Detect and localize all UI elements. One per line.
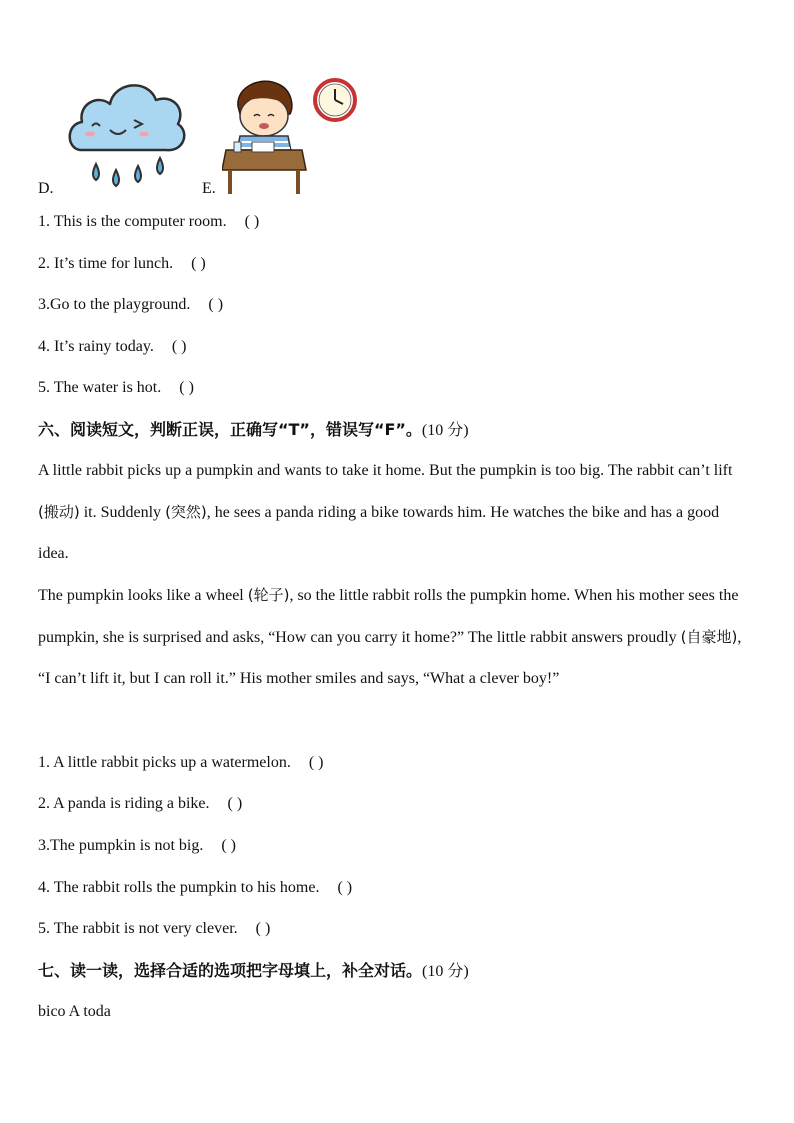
answer-blank[interactable]: ( ) xyxy=(255,920,271,937)
passage-text: it. Suddenly xyxy=(79,503,166,521)
answer-blank[interactable]: ( ) xyxy=(208,296,224,313)
item-text: 2. A panda is riding a bike. xyxy=(38,795,210,812)
answer-blank[interactable]: ( ) xyxy=(308,754,324,771)
item-text: 5. The water is hot. xyxy=(38,379,162,396)
chinese-gloss: (搬动) xyxy=(38,502,80,521)
picture-e-letter: E. xyxy=(202,180,216,197)
item-text: 3.The pumpkin is not big. xyxy=(38,837,204,854)
picture-d-letter: D. xyxy=(38,180,54,197)
part6-item-2 xyxy=(38,794,242,814)
part6-item-3 xyxy=(38,836,236,856)
answer-blank[interactable]: ( ) xyxy=(227,795,243,812)
item-text: 4. It’s rainy today. xyxy=(38,338,154,355)
heading-text: 七、读一读，选择合适的选项把字母填上，补全对话。 xyxy=(38,961,423,980)
item-text: 3.Go to the playground. xyxy=(38,296,191,313)
passage-text: , he sees a panda riding a bike towards him. He watches the bike and has a good idea. xyxy=(38,503,720,563)
part6-item-5 xyxy=(38,919,270,939)
answer-blank[interactable]: ( ) xyxy=(337,879,353,896)
part5-item-1 xyxy=(38,212,259,232)
rainy-cloud-icon xyxy=(66,72,186,197)
part6-item-4 xyxy=(38,878,352,898)
chinese-gloss: (突然) xyxy=(165,502,207,521)
item-text: 1. This is the computer room. xyxy=(38,213,227,230)
part5-item-4 xyxy=(38,337,186,357)
part5-item-5 xyxy=(38,378,194,398)
item-text: 5. The rabbit is not very clever. xyxy=(38,920,238,937)
passage-paragraph-2 xyxy=(38,575,748,700)
answer-blank[interactable]: ( ) xyxy=(244,213,260,230)
picture-e-lunch xyxy=(222,76,362,196)
chinese-gloss: (轮子) xyxy=(247,586,290,604)
part6-heading xyxy=(38,420,469,441)
passage-text: A little rabbit picks up a pumpkin and wants to take it home. But the pumpkin is too big. The rabbit can’t lift xyxy=(38,462,733,479)
item-text: 2. It’s time for lunch. xyxy=(38,255,174,272)
score-text: (10 分) xyxy=(421,422,469,439)
part7-first-line: bico A toda xyxy=(38,1003,111,1020)
passage-paragraph-1 xyxy=(38,450,748,575)
part7-heading xyxy=(38,961,469,982)
passage-text: , “I can’t lift it, but I can roll it.” His mother smiles and says, “What a clever boy!” xyxy=(38,628,742,688)
answer-blank[interactable]: ( ) xyxy=(179,379,194,396)
answer-blank[interactable]: ( ) xyxy=(191,255,206,272)
part6-item-1 xyxy=(38,753,324,773)
answer-blank[interactable]: ( ) xyxy=(221,837,236,854)
chinese-gloss: (自豪地) xyxy=(680,627,738,646)
boy-eating-lunch-with-clock-icon xyxy=(222,76,362,196)
part5-item-3 xyxy=(38,295,223,315)
item-text: 4. The rabbit rolls the pumpkin to his home. xyxy=(38,879,320,896)
part5-item-2 xyxy=(38,254,206,274)
heading-text: 六、阅读短文，判断正误，正确写“T”，错误写“F”。 xyxy=(38,420,422,439)
item-text: 1. A little rabbit picks up a watermelon. xyxy=(38,754,291,771)
passage-text: The pumpkin looks like a wheel xyxy=(38,587,248,604)
score-text: (10 分) xyxy=(422,963,469,980)
passage-text: , so the little rabbit rolls the pumpkin home. When his mother sees the pumpkin, she is surprised and asks, “How can you carry it home?” The little rabbit answers proudly xyxy=(38,587,739,646)
picture-d-rainy-cloud xyxy=(66,72,186,197)
answer-blank[interactable]: ( ) xyxy=(171,338,187,355)
